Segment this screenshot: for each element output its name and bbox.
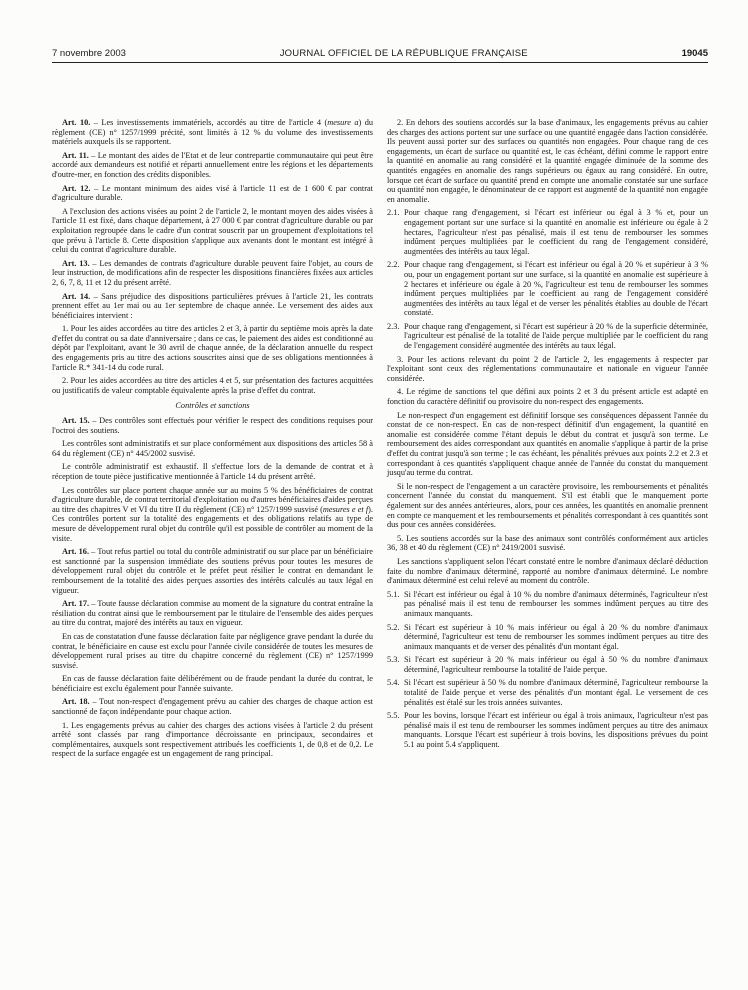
list-item xyxy=(387,590,708,619)
item-text: Si l'écart est supérieur à 20 % mais inférieur ou égal à 50 % du nombre d'animaux déterminé, l'agriculteur rembourse la totalité de l'aide perçue. xyxy=(404,655,708,674)
article-text: – Le montant des aides de l'Etat et de leur contrepartie communautaire qui peut être accordé aux demandeurs est notifié et réparti annuellement entre les régions et les départements d'outre-mer, en fonction des crédits disponibles. xyxy=(52,150,374,179)
list-item xyxy=(387,678,708,707)
item-number: 5.3. xyxy=(387,655,400,665)
article-text: – Les demandes de contrats d'agriculture durable peuvent faire l'objet, au cours de leur instruction, de modifications afin de respecter les dispositions financières fixées aux articles 2, 6, 7, 8, 11 et 12 du présent arrêté. xyxy=(52,258,373,287)
item-text: Si l'écart est supérieur à 10 % mais inférieur ou égal à 20 % du nombre d'animaux déterminé, l'agriculteur est tenu de rembourser les sommes indûment perçues au titre des animaux manquants et de verser des pénalités d'un montant égal. xyxy=(404,622,708,651)
article-text: – Des contrôles sont effectués pour vérifier le respect des conditions requises pour l'octroi des soutiens. xyxy=(52,416,373,435)
article-16 xyxy=(52,547,373,595)
item-text: Pour chaque rang d'engagement, si l'écart est supérieur à 20 % de la superficie déterminée, l'agriculteur est pénalisé de la totalité de l'aide perçue multipliée par le coefficient du rang de l'engagement considéré augmentée des intérêts au taux légal. xyxy=(404,321,708,351)
paragraph: 2. En dehors des soutiens accordés sur la base d'animaux, les engagements prévus au cahier des charges des actions portent sur une surface ou une quantité engagée dans l'action considérée. Ils peuvent aussi porter sur des surfaces ou quantités non engagées. Pour chaque rang de ces engagements, un écart de surface ou quantité est, le cas échéant, défini comme le rapport entre la quantité en anomalie au rang considéré et la quantité engagée diminuée de la somme des quantités engagées en anomalie des rangs supérieurs ou égaux au rang considéré. En outre, lorsque cet écart de surface ou quantité prend en compte une anomalie constatée sur une surface ou quantité non engagée, le dénominateur de ce rapport est augmenté de la quantité non engagée en anomalie. xyxy=(387,118,708,204)
item-text: Si l'écart est supérieur à 50 % du nombre d'animaux déterminé, l'agriculteur rembourse la totalité de l'aide perçue et verse des pénalités d'un montant égal. Le versement de ces pénalités est étalé sur les trois années suivantes. xyxy=(404,678,708,707)
article-label: Art. 17. xyxy=(62,599,90,609)
item-text: Pour chaque rang d'engagement, si l'écart est inférieur ou égal à 3 % et, pour un engagement portant sur une surface si la quantité en anomalie est inférieure ou égale à 2 hectares, l'agriculteur n'est pas pénalisé, mais il est tenu de rembourser les sommes indûment perçues multipliées par le coefficient du rang de l'engagement considéré, augmentées des intérêts au taux légal. xyxy=(404,208,708,256)
paragraph: 3. Pour les actions relevant du point 2 de l'article 2, les engagements à respecter par l'exploitant sont ceux des réglementations communautaire et nationale en vigueur l'année considérée. xyxy=(387,354,708,383)
paragraph-emphasis: mesures e et f xyxy=(322,504,369,514)
list-item xyxy=(387,260,708,318)
paragraph: En cas de fausse déclaration faite délibérément ou de fraude pendant la durée du contrat, le bénéficiaire est exclu également pour l'année suivante. xyxy=(52,674,373,693)
list-item xyxy=(387,623,708,652)
item-text: Si l'écart est inférieur ou égal à 10 % du nombre d'animaux déterminés, l'agriculteur n'est pas pénalisé mais il est tenu de rembourser les sommes indûment perçues au titre des animaux manquants. xyxy=(404,589,708,618)
article-label: Art. 11. xyxy=(62,150,89,160)
paragraph: 1. Les engagements prévus au cahier des charges des actions visées à l'article 2 du présent arrêté sont classés par rang d'importance décroissante en principaux, secondaires et complémentaires, auxquels sont respectivement attribués les coefficients 1, de 0,8 et de 0,2. Le respect de la surface engagée est un engagement de rang principal. xyxy=(52,720,373,759)
item-number: 5.2. xyxy=(387,622,400,632)
item-text: Pour chaque rang d'engagement, si l'écart est inférieur ou égal à 20 % et supérieur à 3 % ou, pour un engagement portant sur une surface, si la quantité en anomalie est supérieure à 2 hectares et inférieure ou égale à 20 %, l'agriculteur est tenu de rembourser les sommes indûment perçues multipliées par le coefficient au rang de l'engagement considéré augmentées des intérêts au taux légal et de verser les pénalités établies au double de l'écart constaté. xyxy=(404,260,708,318)
article-18 xyxy=(52,697,373,716)
item-number: 2.1. xyxy=(387,208,400,218)
article-14 xyxy=(52,292,373,321)
left-column xyxy=(52,118,373,763)
item-text: Pour les bovins, lorsque l'écart est inférieur ou égal à trois animaux, l'agriculteur n'est pas pénalisé mais il est tenu de rembourser les sommes indûment perçues au titre des animaux manquants. Lorsque l'écart est supérieur à trois bovins, les dispositions prévues du point 5.1 au point 5.4 s'appliquent. xyxy=(404,711,708,750)
article-text: ) du règlement (CE) n° 1257/1999 précité, sont limités à 12 % du volume des investissements matériels auxquels ils se rapportent. xyxy=(52,118,373,147)
paragraph: Si le non-respect de l'engagement a un caractère provisoire, les remboursements et pénalités concernent l'année du constat du manquement. S'il est établi que le manquement porte également sur des années antérieures, alors, pour ces années, les quantités en anomalie prennent en compte ce manquement et les remboursements et pénalités correspondant à ces quantités sont dus pour ces années considérées. xyxy=(387,481,708,530)
article-text: – Toute fausse déclaration commise au moment de la signature du contrat entraîne la résiliation du contrat ainsi que le remboursement par le titulaire de l'ensemble des aides perçues au titre du contrat, majoré des intérêts au taux en vigueur. xyxy=(52,599,373,628)
article-text: – Tout non-respect d'engagement prévu au cahier des charges de chaque action est sanctionné de façon indépendante pour chaque action. xyxy=(52,697,373,717)
article-label: Art. 10. xyxy=(62,118,91,127)
item-number: 2.2. xyxy=(387,260,400,270)
list-item xyxy=(387,322,708,351)
paragraph-text: Les contrôles sur place portent chaque année sur au moins 5 % des bénéficiaires de contrat d'agriculture durable, de contrat territorial d'exploitation ou d'autres bénéficiaires d'aides perçues au titre des chapitres V et VI du titre II du règlement (CE) n° 1257/1999 susvisé ( xyxy=(52,485,373,514)
article-text: – Sans préjudice des dispositions particulières prévues à l'article 21, les contrats prennent effet au 1er mai ou au 1er septembre de chaque année. Le versement des aides aux bénéficiaires intervient : xyxy=(52,291,373,320)
article-label: Art. 18. xyxy=(62,697,90,707)
paragraph-text: ). Ces contrôles portent sur la totalité des engagements et des obligations relatifs au type de mesure de développement rural objet du contrôle qu'il est possible de contrôler au moment de la visite. xyxy=(52,504,373,543)
article-label: Art. 13. xyxy=(62,258,90,268)
page-header xyxy=(52,36,708,63)
publication-date: 7 novembre 2003 xyxy=(52,48,126,59)
journal-title: JOURNAL OFFICIEL DE LA RÉPUBLIQUE FRANÇAISE xyxy=(279,48,528,59)
article-12 xyxy=(52,184,373,203)
article-11 xyxy=(52,151,373,180)
item-number: 5.4. xyxy=(387,678,400,688)
article-label: Art. 12. xyxy=(62,183,91,193)
article-17 xyxy=(52,599,373,628)
article-15 xyxy=(52,416,373,435)
article-text: – Le montant minimum des aides visé à l'article 11 est de 1 600 € par contrat d'agriculture durable. xyxy=(52,183,373,203)
article-label: Art. 16. xyxy=(62,547,90,557)
item-number: 5.5. xyxy=(387,711,400,721)
paragraph: En cas de constatation d'une fausse déclaration faite par négligence grave pendant la durée du contrat, le bénéficiaire en cause est exclu pour l'année civile considérée de toutes les mesures de développement rural prises au titre du chapitre concerné du règlement (CE) n° 1257/1999 susvisé. xyxy=(52,631,373,670)
paragraph: Les contrôles sont administratifs et sur place conformément aux dispositions des articles 58 à 64 du règlement (CE) n° 445/2002 susvisé. xyxy=(52,439,373,458)
page-number: 19045 xyxy=(681,48,708,59)
list-item xyxy=(387,655,708,674)
section-heading: Contrôles et sanctions xyxy=(175,401,250,411)
article-text: – Tout refus partiel ou total du contrôle administratif ou sur place par un bénéficiaire est sanctionné par la suspension immédiate des soutiens prévus pour toutes les mesures de développement rural objet du contrôle et le préfet peut résilier le contrat en demandant le remboursement de la totalité des aides perçues assorties des intérêts calculés au taux légal en vigueur. xyxy=(52,547,373,595)
article-10 xyxy=(52,118,373,147)
paragraph xyxy=(52,486,373,544)
paragraph: Le contrôle administratif est exhaustif. Il s'effectue lors de la demande de contrat et à réception de toute pièce justificative mentionnée à l'article 14 du présent arrêté. xyxy=(52,462,373,481)
paragraph: 5. Les soutiens accordés sur la base des animaux sont contrôlés conformément aux articles 36, 38 et 40 du règlement (CE) n° 2419/2001 susvisé. xyxy=(387,533,708,553)
paragraph: 4. Le régime de sanctions tel que défini aux points 2 et 3 du présent article est adapté en fonction du caractère définitif ou provisoire du non-respect des engagements. xyxy=(387,387,708,407)
paragraph: A l'exclusion des actions visées au point 2 de l'article 2, le montant moyen des aides visées à l'article 11 est fixé, dans chaque département, à 27 000 € par contrat d'agriculture durable ou par exploitation regroupée dans le cadre d'un contrat souscrit par un groupement d'exploitations tel que prévu à l'article 8. Cette disposition s'applique aux avenants dont le montant est intégré à celui du contrat d'agriculture durable. xyxy=(52,206,373,255)
paragraph: Les sanctions s'appliquent selon l'écart constaté entre le nombre d'animaux déclaré déduction faite du nombre d'animaux déterminé, rapporté au nombre d'animaux déterminé. Le nombre d'animaux déterminé est celui relevé au moment du contrôle. xyxy=(387,556,708,586)
item-number: 2.3. xyxy=(387,321,400,331)
article-emphasis: mesure a xyxy=(327,118,359,127)
article-text: – Les investissements immatériels, accordés au titre de l'article 4 ( xyxy=(90,118,328,127)
paragraph: Le non-respect d'un engagement est définitif lorsque ses conséquences dépassent l'année du constat de ce non-respect. En cas de non-respect définitif d'un engagement, la quantité en anomalie est considérée comme l'étant depuis le début du contrat et jusqu'à son terme. Le remboursement des aides correspondant aux quantités en anomalie s'applique à partir de la prise d'effet du contrat jusqu'à son terme ; le cas échéant, les pénalités prévues aux points 2.2 et 2.3 et correspondant à ces quantités s'appliquent chaque année de l'année du constat du manquement jusqu'au terme du contrat. xyxy=(387,410,708,478)
text-columns xyxy=(52,118,708,763)
item-number: 5.1. xyxy=(387,589,400,599)
paragraph: 1. Pour les aides accordées au titre des articles 2 et 3, à partir du septième mois après la date d'effet du contrat ou sa date d'anniversaire ; dans ce cas, le paiement des aides est conditionné au dépôt par l'exploitant, avant le 30 avril de chaque année, de la déclaration annuelle du respect des engagements pris au titre des actions souscrites ainsi que de ses obligations mentionnées à l'article R.* 341-14 du code rural. xyxy=(52,324,373,372)
article-13 xyxy=(52,259,373,288)
list-item xyxy=(387,711,708,749)
list-item xyxy=(387,208,708,256)
paragraph: 2. Pour les aides accordées au titre des articles 4 et 5, sur présentation des factures acquittées ou justificatifs de valeur comptable équivalente après la prise d'effet du contrat. xyxy=(52,376,373,395)
article-label: Art. 15. xyxy=(62,416,90,426)
article-label: Art. 14. xyxy=(62,291,91,301)
right-column xyxy=(387,118,708,763)
